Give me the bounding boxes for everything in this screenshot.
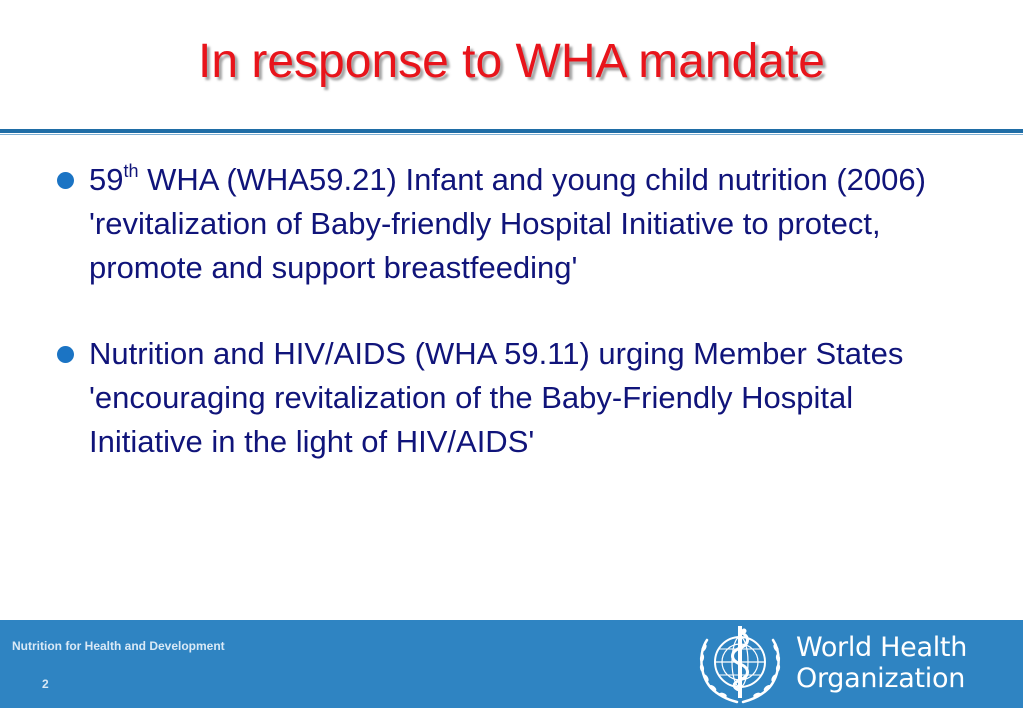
who-wordmark-line1: World Health bbox=[796, 632, 968, 663]
footer-bar bbox=[0, 620, 1023, 708]
bullet-dot-icon bbox=[57, 172, 74, 189]
who-wordmark-line2: Organization bbox=[796, 663, 966, 694]
bullet-text: WHA (WHA59.21) Infant and young child nutrition (2006) 'revitalization of Baby-friendly Hospital Initiative to protect, promote and support breastfeeding' bbox=[89, 162, 926, 285]
bullet-list bbox=[56, 158, 966, 464]
title-divider bbox=[0, 129, 1023, 133]
who-emblem-icon bbox=[693, 622, 787, 706]
bullet-text: Nutrition and HIV/AIDS (WHA 59.11) urging Member States 'encouraging revitalization of the Baby-Friendly Hospital Initiative in the light of HIV/AIDS' bbox=[89, 336, 904, 459]
who-wordmark bbox=[796, 632, 967, 694]
bullet-number: 59 bbox=[89, 162, 124, 197]
bullet-item bbox=[56, 332, 966, 464]
bullet-dot-icon bbox=[57, 346, 74, 363]
bullet-superscript: th bbox=[123, 161, 139, 181]
title-divider-shadow bbox=[0, 134, 1023, 135]
bullet-item bbox=[56, 158, 966, 290]
slide-title: In response to WHA mandate bbox=[198, 35, 825, 88]
department-label: Nutrition for Health and Development bbox=[12, 639, 225, 653]
page-number: 2 bbox=[42, 677, 49, 691]
